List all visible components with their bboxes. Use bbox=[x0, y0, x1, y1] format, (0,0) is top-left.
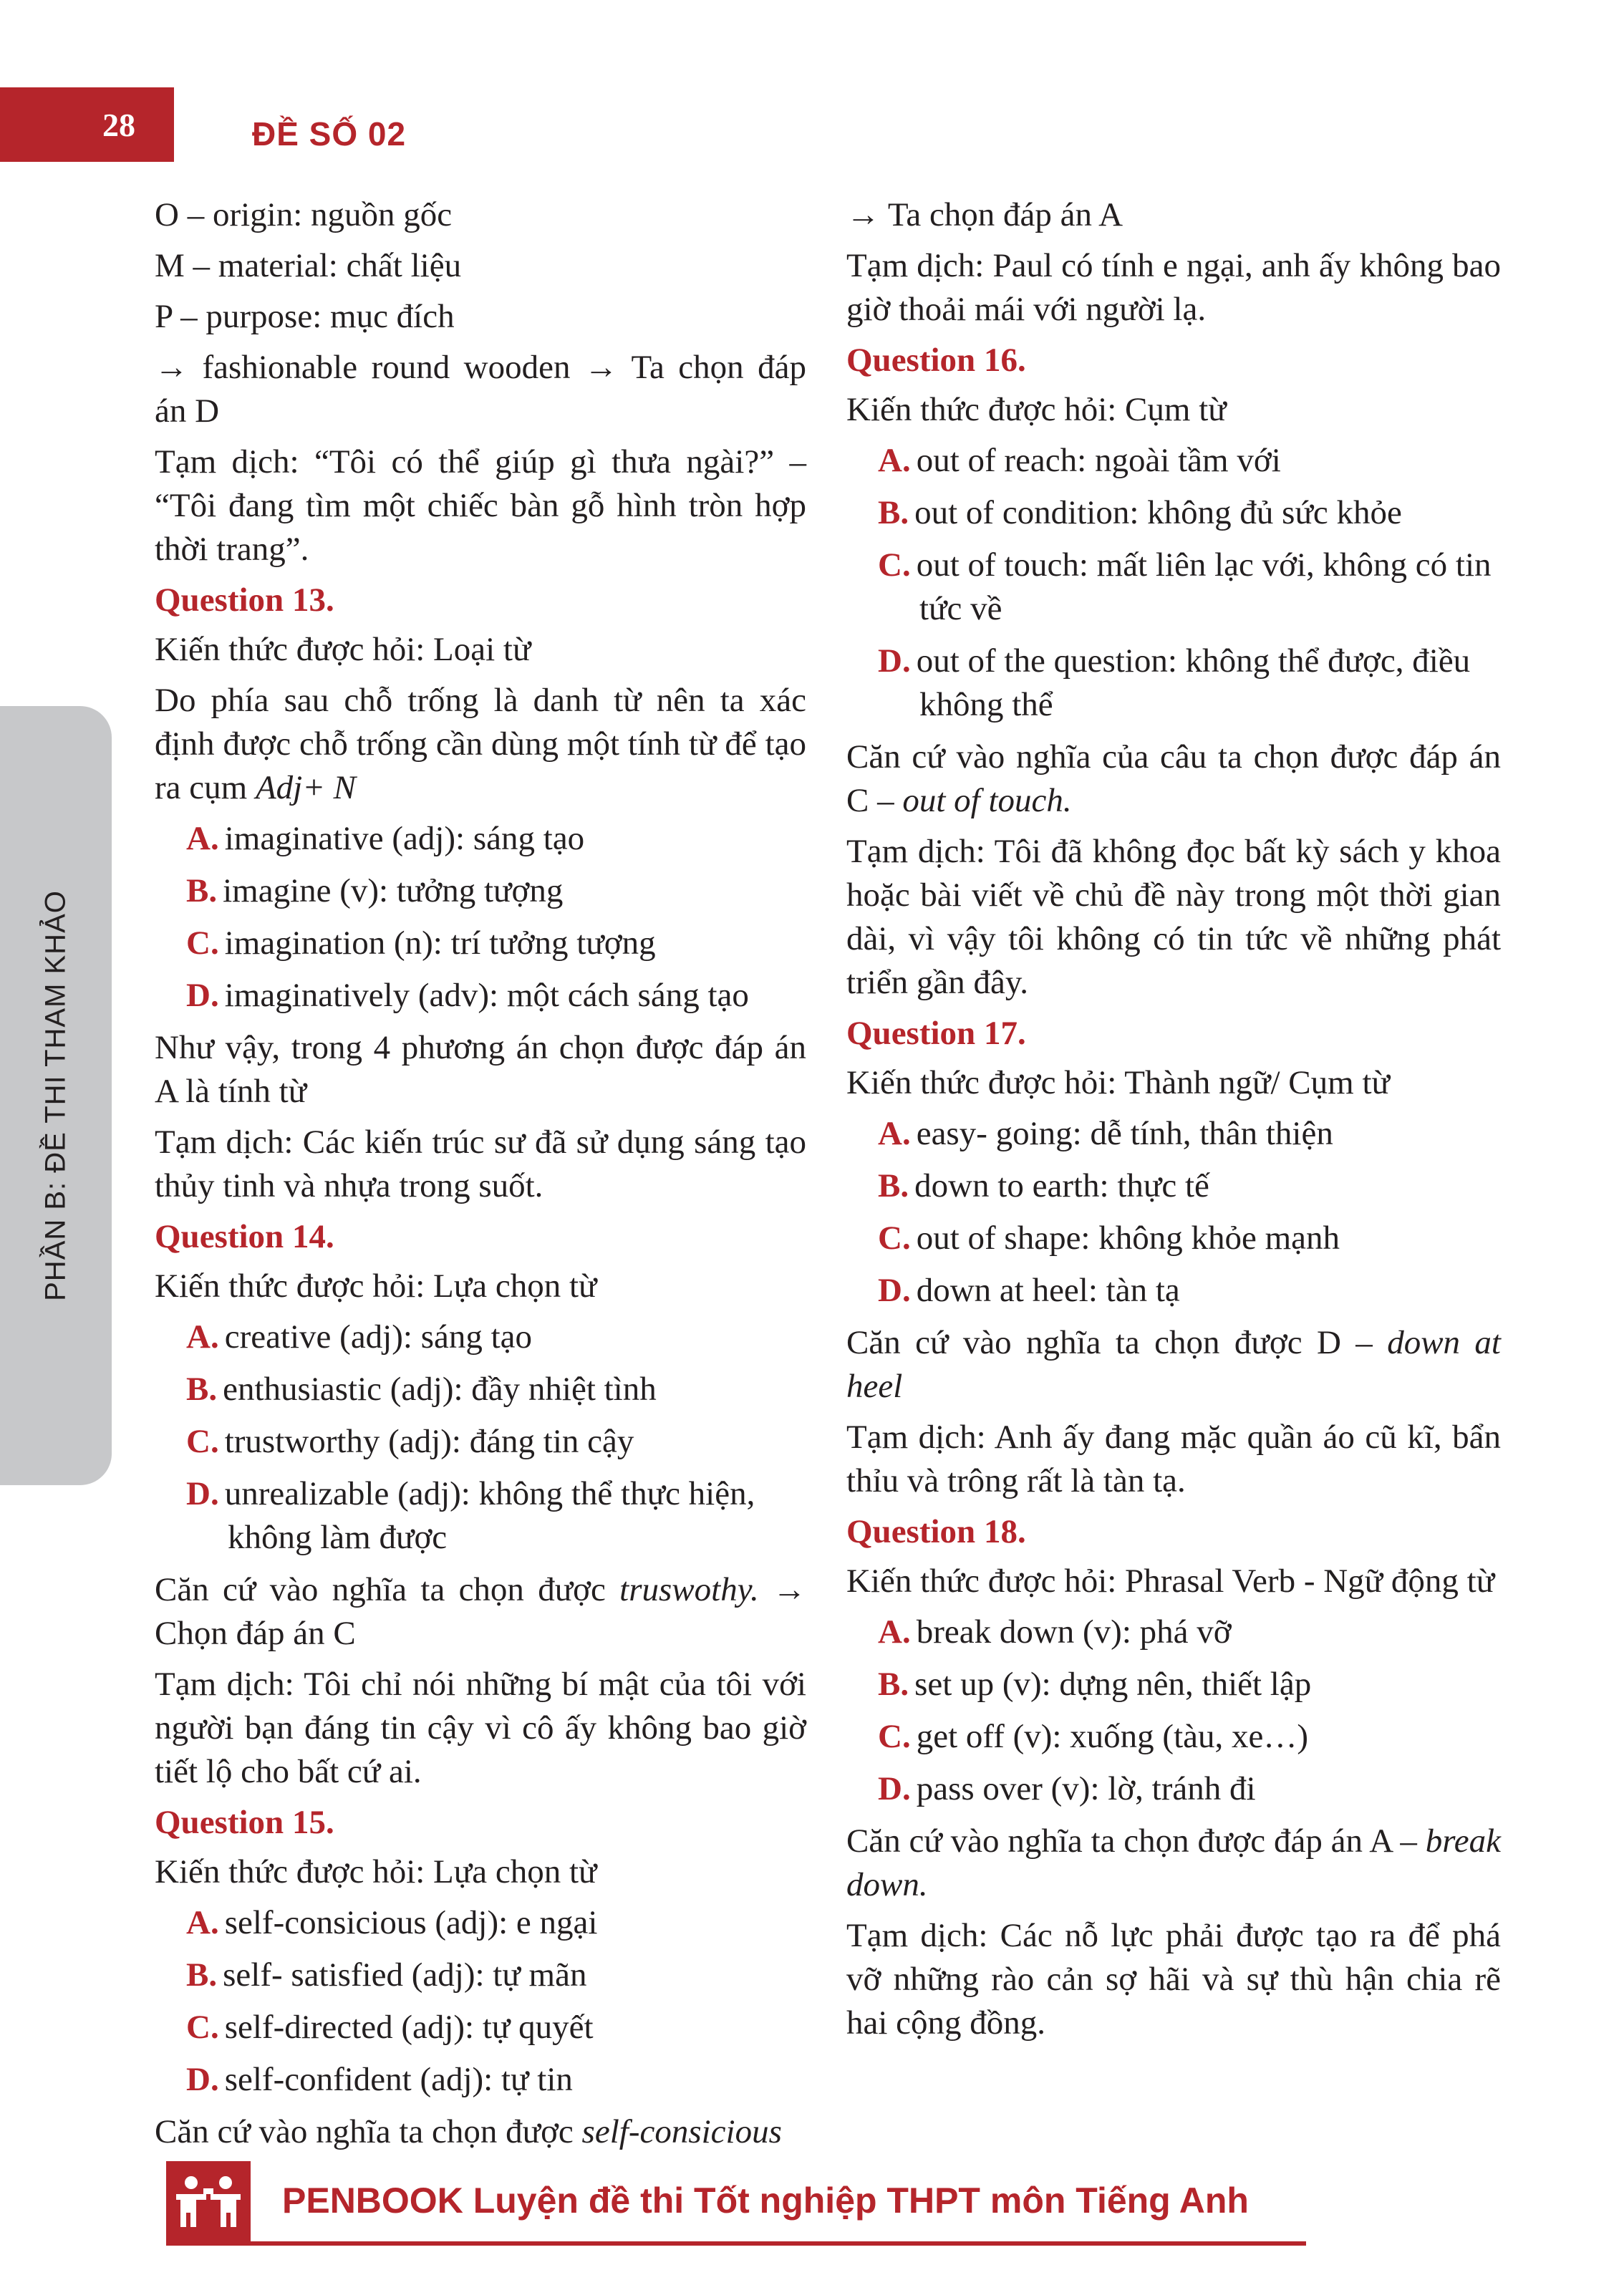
option-b bbox=[878, 1164, 1501, 1208]
text: Do phía sau chỗ trống là danh từ nên ta xác định được chỗ trống cần dùng một tính từ để tạo ra cụm bbox=[155, 682, 806, 806]
option-label: B. bbox=[186, 1956, 218, 1994]
option-d bbox=[878, 1767, 1501, 1811]
option-text: out of condition: không đủ sức khỏe bbox=[914, 494, 1402, 531]
paragraph bbox=[846, 1820, 1501, 1907]
option-a bbox=[186, 1901, 806, 1945]
option-b bbox=[878, 1663, 1501, 1706]
option-b bbox=[186, 1368, 806, 1411]
paragraph: Tạm dịch: Các kiến trúc sư đã sử dụng sáng tạo thủy tinh và nhựa trong suốt. bbox=[155, 1124, 806, 1204]
option-text: break down (v): phá vỡ bbox=[916, 1613, 1232, 1651]
text: Căn cứ vào nghĩa ta chọn được D – bbox=[846, 1324, 1373, 1361]
paragraph: Tạm dịch: “Tôi có thể giúp gì thưa ngài?” – “Tôi đang tìm một chiếc bàn gỗ hình tròn hợp thời trang”. bbox=[155, 443, 806, 568]
paragraph: Kiến thức được hỏi: Phrasal Verb - Ngữ động từ bbox=[846, 1562, 1495, 1600]
option-a bbox=[186, 817, 806, 861]
option-label: A. bbox=[878, 442, 911, 479]
italic-text: break down. bbox=[846, 1822, 1501, 1903]
option-label: C. bbox=[878, 1219, 911, 1257]
paragraph: Tạm dịch: Tôi đã không đọc bất kỳ sách y khoa hoặc bài viết về chủ đề này trong một thời gian dài, vì vậy tôi không có tin tức về những phát triển gần đây. bbox=[846, 833, 1501, 1001]
option-label: D. bbox=[878, 1272, 911, 1309]
paragraph: Tạm dịch: Paul có tính e ngại, anh ấy không bao giờ thoải mái với người lạ. bbox=[846, 247, 1501, 328]
option-a bbox=[186, 1315, 806, 1359]
option-text: creative (adj): sáng tạo bbox=[224, 1318, 533, 1356]
option-label: B. bbox=[186, 872, 218, 909]
option-c bbox=[878, 1715, 1501, 1759]
paragraph: Kiến thức được hỏi: Lựa chọn từ bbox=[155, 1267, 597, 1305]
question-heading: Question 17. bbox=[846, 1015, 1026, 1052]
option-d bbox=[878, 639, 1501, 727]
text: → Chọn đáp án C bbox=[155, 1571, 806, 1652]
text: Căn cứ vào nghĩa ta chọn được bbox=[155, 2113, 574, 2150]
option-label: D. bbox=[878, 642, 911, 680]
option-text: easy- going: dễ tính, thân thiện bbox=[916, 1115, 1333, 1152]
option-text: self-consicious (adj): e ngại bbox=[224, 1904, 598, 1941]
left-column bbox=[155, 193, 806, 2161]
paragraph bbox=[846, 735, 1501, 823]
option-b bbox=[186, 869, 806, 913]
option-label: D. bbox=[186, 2061, 219, 2098]
option-b bbox=[186, 1953, 806, 1997]
question-heading: Question 14. bbox=[155, 1218, 334, 1255]
option-text: imaginatively (adv): một cách sáng tạo bbox=[224, 977, 749, 1014]
option-text: out of shape: không khỏe mạnh bbox=[916, 1219, 1340, 1257]
option-d bbox=[186, 2058, 806, 2102]
option-d bbox=[186, 1472, 806, 1560]
footer bbox=[166, 2161, 1306, 2246]
question-heading: Question 16. bbox=[846, 342, 1026, 379]
option-a bbox=[878, 439, 1501, 483]
paragraph: O – origin: nguồn gốc bbox=[155, 196, 453, 233]
option-text: trustworthy (adj): đáng tin cậy bbox=[224, 1423, 634, 1460]
option-c bbox=[878, 544, 1501, 631]
option-text: self-confident (adj): tự tin bbox=[224, 2061, 573, 2098]
option-text: self-directed (adj): tự quyết bbox=[224, 2009, 594, 2046]
option-text: unrealizable (adj): không thể thực hiện, không làm được bbox=[224, 1475, 755, 1556]
option-text: enthusiastic (adj): đầy nhiệt tình bbox=[223, 1371, 657, 1408]
paragraph: Tạm dịch: Anh ấy đang mặc quần áo cũ kĩ, bẩn thỉu và trông rất là tàn tạ. bbox=[846, 1419, 1501, 1499]
right-column bbox=[846, 193, 1501, 2052]
exam-title: ĐỀ SỐ 02 bbox=[252, 115, 407, 153]
option-d bbox=[878, 1269, 1501, 1313]
option-a bbox=[878, 1112, 1501, 1156]
option-d bbox=[186, 974, 806, 1018]
option-label: A. bbox=[186, 1318, 219, 1356]
option-a bbox=[878, 1610, 1501, 1654]
option-text: imagine (v): tưởng tượng bbox=[223, 872, 564, 909]
people-logo-icon bbox=[166, 2161, 251, 2246]
page-number-box bbox=[0, 87, 174, 162]
paragraph: Tạm dịch: Tôi chỉ nói những bí mật của tôi với người bạn đáng tin cậy vì cô ấy không bao giờ tiết lộ cho bất cứ ai. bbox=[155, 1666, 806, 1790]
option-label: B. bbox=[878, 1666, 909, 1703]
paragraph: Kiến thức được hỏi: Thành ngữ/ Cụm từ bbox=[846, 1064, 1390, 1101]
text: Căn cứ vào nghĩa ta chọn được đáp án A – bbox=[846, 1822, 1417, 1860]
option-text: imagination (n): trí tưởng tượng bbox=[224, 924, 656, 962]
option-c bbox=[186, 1420, 806, 1464]
option-label: B. bbox=[878, 494, 909, 531]
option-text: out of the question: không thể được, điều không thể bbox=[916, 642, 1471, 723]
option-text: self- satisfied (adj): tự mãn bbox=[223, 1956, 587, 1994]
side-tab-label: PHẦN B: ĐỀ THI THAM KHẢO bbox=[39, 890, 72, 1301]
option-label: D. bbox=[186, 1475, 219, 1512]
page-number: 28 bbox=[102, 106, 135, 143]
option-label: C. bbox=[186, 2009, 219, 2046]
paragraph: Kiến thức được hỏi: Loại từ bbox=[155, 631, 531, 668]
option-text: imaginative (adj): sáng tạo bbox=[224, 820, 585, 857]
option-text: get off (v): xuống (tàu, xe…) bbox=[916, 1718, 1309, 1755]
footer-rule bbox=[251, 2241, 1306, 2246]
option-label: C. bbox=[186, 924, 219, 962]
italic-text: self-consicious bbox=[581, 2113, 782, 2150]
option-label: A. bbox=[878, 1115, 911, 1152]
text: Căn cứ vào nghĩa ta chọn được bbox=[155, 1571, 606, 1608]
option-text: set up (v): dựng nên, thiết lập bbox=[914, 1666, 1312, 1703]
question-heading: Question 15. bbox=[155, 1804, 334, 1841]
option-label: A. bbox=[186, 1904, 219, 1941]
footer-title: PENBOOK Luyện đề thi Tốt nghiệp THPT môn Tiếng Anh bbox=[282, 2180, 1249, 2221]
paragraph bbox=[155, 2110, 806, 2154]
text: Căn cứ vào nghĩa của câu ta chọn được đáp án C – bbox=[846, 738, 1501, 819]
option-label: B. bbox=[878, 1167, 909, 1204]
option-c bbox=[186, 922, 806, 965]
italic-text: down at heel bbox=[846, 1324, 1501, 1405]
option-label: A. bbox=[186, 820, 219, 857]
option-label: C. bbox=[878, 546, 911, 584]
option-text: pass over (v): lờ, tránh đi bbox=[916, 1770, 1256, 1807]
option-label: C. bbox=[878, 1718, 911, 1755]
option-label: B. bbox=[186, 1371, 218, 1408]
paragraph: → Ta chọn đáp án A bbox=[846, 196, 1123, 233]
italic-text: Adj+ N bbox=[255, 769, 357, 806]
paragraph bbox=[155, 679, 806, 810]
question-heading: Question 13. bbox=[155, 581, 334, 619]
paragraph bbox=[846, 1321, 1501, 1409]
paragraph: M – material: chất liệu bbox=[155, 247, 462, 284]
italic-text: out of touch. bbox=[902, 782, 1072, 819]
paragraph: Tạm dịch: Các nỗ lực phải được tạo ra để phá vỡ những rào cản sợ hãi và sự thù hận chia rẽ hai cộng đồng. bbox=[846, 1917, 1501, 2042]
option-label: D. bbox=[878, 1770, 911, 1807]
option-text: out of touch: mất liên lạc với, không có tin tức về bbox=[916, 546, 1492, 627]
paragraph: Kiến thức được hỏi: Lựa chọn từ bbox=[155, 1853, 597, 1890]
option-text: down to earth: thực tế bbox=[914, 1167, 1209, 1204]
option-text: out of reach: ngoài tầm với bbox=[916, 442, 1281, 479]
paragraph: → fashionable round wooden → Ta chọn đáp án D bbox=[155, 349, 806, 430]
paragraph: P – purpose: mục đích bbox=[155, 298, 455, 335]
option-c bbox=[186, 2006, 806, 2049]
option-label: D. bbox=[186, 977, 219, 1014]
question-heading: Question 18. bbox=[846, 1513, 1026, 1550]
option-text: down at heel: tàn tạ bbox=[916, 1272, 1180, 1309]
option-c bbox=[878, 1217, 1501, 1260]
option-label: C. bbox=[186, 1423, 219, 1460]
paragraph bbox=[155, 1568, 806, 1656]
option-b bbox=[878, 491, 1501, 535]
paragraph: Như vậy, trong 4 phương án chọn được đáp án A là tính từ bbox=[155, 1029, 806, 1110]
option-label: A. bbox=[878, 1613, 911, 1651]
italic-text: truswothy. bbox=[619, 1571, 759, 1608]
paragraph: Kiến thức được hỏi: Cụm từ bbox=[846, 391, 1227, 428]
